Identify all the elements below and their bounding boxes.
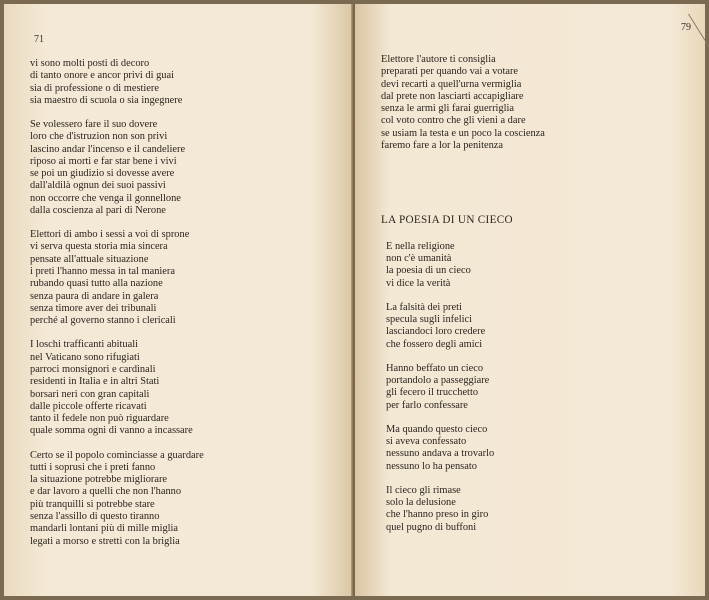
verse-line: più tranquilli si potrebbe stare: [30, 498, 155, 510]
verse-line: Se volessero fare il suo dovere: [30, 118, 158, 130]
verse-line: lasciandoci loro credere: [386, 326, 486, 338]
verse-line: sia maestro di scuola o sia ingegnere: [30, 94, 183, 106]
poem-title: LA POESIA DI UN CIECO: [381, 214, 513, 227]
verse-line: quale somma ogni di vanno a incassare: [30, 425, 193, 437]
verse-line: pensate all'attuale situazione: [30, 253, 149, 265]
verse-line: vi dice la verità: [386, 277, 451, 289]
verse-line: portandolo a passeggiare: [386, 374, 490, 386]
stanza: [30, 339, 340, 437]
right-page-number: 79: [681, 22, 691, 33]
verse-line: solo la delusione: [386, 496, 456, 508]
verse-line: borsari neri con gran capitali: [30, 388, 150, 400]
verse-line: non c'è umanità: [386, 252, 452, 264]
verse-line: dalla coscienza al pari di Nerone: [30, 205, 166, 217]
right-page-text: [381, 54, 691, 546]
verse-line: col voto contro che gli vieni a dare: [381, 115, 526, 127]
verse-line: senza l'assillo di questo tiranno: [30, 510, 160, 522]
verse-line: e dar lavoro a quelli che non l'hanno: [30, 486, 182, 498]
verse-line: tutti i soprusi che i preti fanno: [30, 461, 156, 473]
stanza: [386, 485, 691, 534]
verse-line: senza le armi gli farai guerriglia: [381, 103, 514, 115]
verse-line: dalle piccole offerte ricavati: [30, 400, 147, 412]
stanza: [386, 424, 691, 473]
verse-line: devi recarti a quell'urna vermiglia: [381, 78, 522, 90]
verse-line: si aveva confessato: [386, 435, 467, 447]
verse-line: senza paura di andare in galera: [30, 290, 159, 302]
verse-line: che fossero degli amici: [386, 338, 483, 350]
verse-line: lascino andar l'incenso e il candeliere: [30, 143, 186, 155]
verse-line: legati a morso e stretti con la briglia: [30, 535, 180, 547]
verse-line: E nella religione: [386, 240, 455, 252]
verse-line: mandarli lontani più di mille miglia: [30, 523, 179, 535]
verse-line: nel Vaticano sono rifugiati: [30, 351, 140, 363]
left-page-text: [30, 58, 340, 560]
verse-line: preparati per quando vai a votare: [381, 66, 519, 78]
verse-line: tanto il fedele non può riguardare: [30, 413, 169, 425]
stanza: [386, 241, 691, 290]
stanza: [30, 450, 340, 548]
verse-line: parroci monsignori e cardinali: [30, 363, 156, 375]
verse-line: gli fecero il trucchetto: [386, 387, 479, 399]
stanza: [30, 119, 340, 217]
verse-line: per farlo confessare: [386, 399, 468, 411]
stanza: [386, 363, 691, 412]
stanza: [30, 229, 340, 327]
verse-line: senza timore aver dei tribunali: [30, 302, 157, 314]
verse-line: loro che d'istruzion non son privi: [30, 131, 168, 143]
verse-line: Elettore l'autore ti consiglia: [381, 54, 496, 65]
verse-line: se poi un giudizio si dovesse avere: [30, 168, 175, 180]
verse-line: La falsità dei preti: [386, 301, 462, 313]
verse-line: quel pugno di buffoni: [386, 521, 477, 533]
top-stanza-container: [381, 54, 691, 152]
verse-line: sia di professione o di mestiere: [30, 82, 159, 94]
left-page-number: 71: [34, 34, 44, 45]
verse-line: residenti in Italia e in altri Stati: [30, 376, 160, 388]
right-page: [355, 4, 705, 596]
stanza: [381, 54, 691, 152]
verse-line: di tanto onore e ancor privi di guai: [30, 70, 174, 82]
verse-line: rubando quasi tutto alla nazione: [30, 278, 163, 290]
verse-line: Hanno beffato un cieco: [386, 362, 484, 374]
open-book: [4, 4, 705, 596]
left-page: [4, 4, 354, 596]
verse-line: riposo ai morti e far star bene i vivi: [30, 155, 177, 167]
page-edge-mark: [688, 14, 709, 57]
verse-line: non occorre che venga il gonnellone: [30, 192, 181, 204]
verse-line: la situazione potrebbe migliorare: [30, 474, 168, 486]
verse-line: se usiam la testa e un poco la coscienza: [381, 127, 545, 139]
verse-line: Il cieco gli rimase: [386, 484, 461, 496]
stanza: [30, 58, 340, 107]
verse-line: nessuno andava a trovarlo: [386, 448, 495, 460]
poem-container: [386, 241, 691, 534]
stanza: [386, 302, 691, 351]
verse-line: Certo se il popolo cominciasse a guardare: [30, 449, 204, 461]
verse-line: perché al governo stanno i clericali: [30, 315, 176, 327]
verse-line: nessuno lo ha pensato: [386, 460, 477, 472]
verse-line: dal prete non lasciarti accapigliare: [381, 90, 524, 102]
verse-line: faremo fare a lor la penitenza: [381, 140, 504, 152]
verse-line: specula sugli infelici: [386, 313, 472, 325]
verse-line: Elettori di ambo i sessi a voi di sprone: [30, 229, 190, 241]
verse-line: Ma quando questo cieco: [386, 423, 488, 435]
verse-line: I loschi trafficanti abituali: [30, 339, 139, 351]
verse-line: vi sono molti posti di decoro: [30, 58, 150, 69]
verse-line: i preti l'hanno messa in tal maniera: [30, 266, 175, 278]
verse-line: che l'hanno preso in giro: [386, 509, 489, 521]
verse-line: dall'aldilà ognun dei suoi passivi: [30, 180, 166, 192]
verse-line: la poesia di un cieco: [386, 265, 471, 277]
verse-line: vi serva questa storia mia sincera: [30, 241, 168, 253]
